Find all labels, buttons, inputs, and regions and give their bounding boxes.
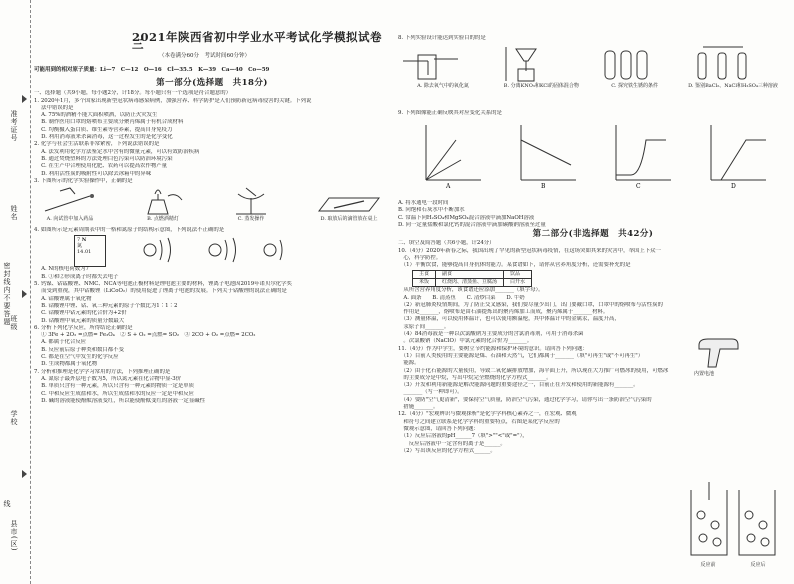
q12-line: 反应后溶液中一定含有的离子是______。 xyxy=(398,440,506,447)
q9-option: C. 常温下向H₂SO₄和MgSO₄混合溶液中滴加NaOH溶液 xyxy=(398,214,535,221)
q9-chart-label: C xyxy=(635,183,641,190)
q6-option: C. 都是在空气中发生的化学反应 xyxy=(34,354,119,361)
exam-title: 2021年陕西省初中学业水平考试化学模拟试卷三 xyxy=(132,30,383,52)
q11-line: （2）由于化石能源的大量使用，导致二氧化碳排放增加，海平面上升，所以现在大力推广可燃冰的使用，可燃冰 xyxy=(398,367,669,374)
q9-option: A. 将水通电一段时间 xyxy=(398,200,449,206)
q9-stem: 9. 下列图像能正确反映其对应变化关系的是 xyxy=(398,110,502,116)
q9-chart-b xyxy=(511,120,581,190)
q3-caption-b: B. 点燃酒精灯 xyxy=(147,216,179,223)
q8-caption-b: B. 分离KNO₃和KCl的固体混合物 xyxy=(503,83,579,89)
dropper-icon xyxy=(314,186,384,216)
atomic-mass: 14.01 xyxy=(77,249,92,256)
q3-figures xyxy=(40,186,384,226)
class-label: 班级 xyxy=(10,315,18,331)
name-label: 姓名 xyxy=(10,205,18,221)
food-table xyxy=(412,270,532,288)
q11-line: 措施_______。 xyxy=(398,404,439,411)
q9-chart-label: A xyxy=(445,183,450,190)
q6-line: 6. 分析下列化学反应，所得结论正确的是 xyxy=(34,324,133,331)
atom-structure-diagram xyxy=(130,235,290,265)
q5-option: D. 钴酸锂中氧元素的质量分数最大 xyxy=(34,317,125,324)
q8-figure-a xyxy=(398,45,488,107)
q4-stem: 4. 如图所示是元素周期表中的一格和氮原子的结构示意图，下列说法不正确的是 xyxy=(34,227,225,234)
q6-equations: ① 3Fe + 2O₂ =点燃= Fe₃O₄ ② S + O₂ =点燃= SO₂ ③ 2CO + O₂ =点燃= 2CO₂ xyxy=(34,332,256,339)
q11-line: （1）目前人类使用的主要能源是煤、石油和天然气，它们都属于_______（填"可再生"或"不可再生"） xyxy=(398,352,644,359)
q5-line: 5. 钙镍、钴锰酸锂、NMC、NCA等电池正极材料是锂电池主要的材料，锂离子电池因2019年诺贝尔化学奖 xyxy=(34,281,292,288)
reaction-beakers xyxy=(683,480,783,575)
q4-option: B. ①和②形成离子时都失去电子 xyxy=(34,273,119,280)
q3-figure-c xyxy=(226,186,276,226)
q2-line: 2. 化学与社会生活联系非常紧密，下列说法错误的是 xyxy=(34,141,160,148)
q8-figure-d xyxy=(683,45,783,107)
q3-caption-a: A. 向试管中加入药品 xyxy=(46,216,94,223)
food-cell: 米饭 xyxy=(413,278,436,286)
q5-line: 而受到重视，其中钴酸锂（LiCoO₂）的使用促进了锂离子电池的发展。下列关于钴酸锂的说法正确的是 xyxy=(34,288,287,295)
element-name: 氮 xyxy=(77,243,83,250)
exam-no-label: 准考证号 xyxy=(10,110,18,142)
q6-option: B. 反应前后原子种类和数目都不变 xyxy=(34,346,124,353)
q6-option: D. 生成物都属于氧化物 xyxy=(34,361,98,368)
beaker-captions xyxy=(683,562,783,569)
q8-figure-b xyxy=(496,45,586,107)
q3-caption-c: C. 蒸发操作 xyxy=(237,216,265,223)
food-header: 副食 xyxy=(436,270,504,278)
q9-option: D. 向一定量盐酸和氯化钙的混合溶液中滴加碳酸钠溶液至过量 xyxy=(398,221,546,228)
q10-line: 10.（4分）2020年新春之际，我国出现了罕见的新型冠状病毒疫情，在这场突如其来的灾害中，举国上下众一 xyxy=(398,247,661,254)
q11-line: _______（写一种即可）。 xyxy=(398,389,463,396)
q8-caption-c: C. 探究铁生锈的条件 xyxy=(611,83,659,89)
thermometer-figure xyxy=(694,335,754,380)
q10-line: 汞原子间_______。 xyxy=(398,323,450,330)
q7-line: 7. 分析和推理是化学学习常用的方法，下列推理正确的是 xyxy=(34,368,171,375)
q10-line: （4）84消毒液是一种以次氯酸钠为主要成分的含氯消毒剂，可用于消毒杀菌 xyxy=(398,331,584,338)
binding-margin xyxy=(0,0,31,584)
q9-chart-c xyxy=(606,120,676,190)
periodic-cell xyxy=(74,235,106,267)
q8-stem: 8. 下列实验设计能达到实验目的的是 xyxy=(398,35,486,41)
element-symbol: N xyxy=(81,237,87,244)
q11-line: （3）开发和利用新能源是解决能源问题的重要途径之一，目前正在开发和使用的新能源有_______。 xyxy=(398,382,639,389)
q9-chart-d xyxy=(701,120,771,190)
q1-option: C. 均衡摄入蛋白质、维生素等营养素，提高自身免疫力 xyxy=(34,126,173,133)
right-column xyxy=(398,0,788,584)
q3-figure-a xyxy=(40,186,100,226)
q3-caption-d: D. 取放后的滴管放在桌上 xyxy=(320,216,378,223)
food-cell: 白开水 xyxy=(504,278,532,286)
q10-line: 作用是_______，熔喷布是由石油提炼出的聚丙烯加工而成，聚丙烯属于_______材料。 xyxy=(398,309,609,316)
q5-option: C. 钴酸锂中钴元素的化合价为+2价 xyxy=(34,310,127,317)
seal-triangle-icon xyxy=(22,290,27,298)
q7-option: A. 氮原子最外层电子数为5，所以氮元素在化合物中显-3价 xyxy=(34,375,182,382)
q1-option: D. 利用消毒液来杀菌消毒，这一过程发生的是化学变化 xyxy=(34,134,173,141)
atomic-number: 7 xyxy=(77,237,81,244)
food-header: 主食 xyxy=(413,270,436,278)
q10-line: （1）平衡饮食，能够提高自身抗体的能力。某食谱如下，请你从营养角度分析，还需要补充的是 xyxy=(398,262,631,269)
q11-line: 11.（4分）作为中学生，要树立节约能源和保护环境的意识。请回答下列问题： xyxy=(398,345,588,352)
q2-option: B. 通过焚烧塑料的方法处理白色污染可以防治环境污染 xyxy=(34,155,173,162)
q10-line: 从所含营养角度分析，该食谱还应添加_______（填字母）。 xyxy=(398,287,544,294)
q4-option: A. N的核电荷数为7 xyxy=(34,266,89,273)
q10-line: A. 面条 B. 清蒸鱼 C. 清炒白菜 D. 牛奶 xyxy=(398,294,525,301)
q8-caption-a: A. 除去氧气中的氧化氮 xyxy=(417,83,469,89)
q10-line: （2）新冠肺炎疫情期间，为了防止交叉感染，我们要尽量少出门，出门要戴口罩，口罩中的熔喷布与活性炭的 xyxy=(398,301,663,308)
microscopic-reaction-diagram xyxy=(683,480,783,562)
section2-instructions: 二、填空及简答题（共6小题，计24分） xyxy=(398,240,495,247)
gas-bottle-icon xyxy=(398,45,468,83)
q7-option: B. 单质只含有一种元素，所以只含有一种元素的物质一定是单质 xyxy=(34,383,195,390)
q1-option: A. 75%的酒精不能大面积喷洒，以防止火灾发生 xyxy=(34,112,158,119)
q12-line: （1）反应后溶液的pH______7（填">""<"或"="）， xyxy=(398,433,528,440)
seal-triangle-icon xyxy=(22,95,27,103)
reagent-tubes-icon xyxy=(683,45,763,83)
q11-line: （4）要防"空气更清新"，要保持空气质量，防治空气污染，通过化学学习，请你写出一条防治空气污染的 xyxy=(398,396,652,403)
q1-option: B. 制作医用口罩的熔喷布主要成分聚丙烯属于有机合成材料 xyxy=(34,119,184,126)
evaporating-dish-icon xyxy=(226,186,276,216)
q12-line: 微观示意图，请回答下列问题： xyxy=(398,425,479,432)
left-column xyxy=(34,0,390,584)
q2-option: C. 在生产中合理使用化肥、农药可以提高农作物产量 xyxy=(34,163,168,170)
q10-line: 心，科学防控。 xyxy=(398,255,442,262)
beaker-caption-after: 反应后 xyxy=(750,562,766,568)
food-header: 饮品 xyxy=(504,270,532,278)
q9-chart-label: D xyxy=(730,183,736,190)
q2-option: A. 法发利用化学方法鉴定水中含有的微量元素，可以有效防治疾病 xyxy=(34,148,200,155)
beaker-caption-before: 反应前 xyxy=(700,562,716,568)
q9-chart-a xyxy=(416,120,486,190)
thermometer-caption: 内置电池 xyxy=(694,371,715,377)
no-answer-note: 密封线内不要答题 xyxy=(3,262,11,326)
q7-option: D. 碱的溶液能使酚酞溶液变红，所以能使酚酞变红的溶液一定显碱性 xyxy=(34,397,205,404)
q11-line: 能源。 xyxy=(398,360,420,367)
q7-option: C. 中和反应生成盐和水，所以生成盐和水的反应一定是中和反应 xyxy=(34,390,195,397)
q1-line: 1. 2020年1月，多个国家出现新型冠状病毒感染病例，加强营养、科学防护是人们预防新冠病毒侵害的关键。下列说 xyxy=(34,97,312,104)
q9-option: B. 向饱和石灰水中不断加水 xyxy=(398,207,465,214)
q12-line: 和符号之间建立联系是化学学科的重要特点，右图是某化学反应的 xyxy=(398,418,560,425)
q3-figure-d xyxy=(314,186,384,226)
seal-line-mark: 线 xyxy=(3,500,11,508)
q2-option: D. 利用活性炭的吸附性可以除去冰箱中的异味 xyxy=(34,170,152,177)
q4-figures xyxy=(74,235,390,265)
q12-line: （2）写出该反应的化学方程式______。 xyxy=(398,447,496,454)
seal-triangle-icon xyxy=(22,470,27,478)
q10-line: （3）测量体温，可以使用体温计，也可以使用额温枪，其中体温计中的金属汞，温度升高， xyxy=(398,316,620,323)
q3-stem: 3. 下图所示的化学实验操作中，正确的是 xyxy=(34,177,133,184)
forehead-thermometer-icon xyxy=(694,335,744,371)
exam-subtitle: （本卷满分60分 考试时间60分钟） xyxy=(159,53,250,59)
q8-caption-d: D. 鉴别BaCl₂、NaCl和H₂SO₄三种溶液 xyxy=(688,83,778,89)
q10-line: 。次氯酸钠（NaClO）中氯元素的化合价为_______。 xyxy=(398,338,533,345)
filter-funnel-icon xyxy=(496,45,556,83)
q3-figure-b xyxy=(138,186,188,226)
q11-line: 的主要成分是甲烷，写出甲烷完全燃烧的化学方程式_______。 xyxy=(398,374,552,381)
county-label: 县市(区) xyxy=(10,520,18,552)
q5-option: B. 钴酸锂中锂、钴、氧三种元素的原子个数比为1∶1∶2 xyxy=(34,302,178,309)
q6-option: A. 都属于化合反应 xyxy=(34,339,87,346)
part1-heading: 第一部分(选择题 共18分) xyxy=(156,78,268,88)
q1-line: 法中错误的是 xyxy=(34,104,74,111)
q9-chart-label: B xyxy=(540,183,545,190)
alcohol-lamp-icon xyxy=(138,186,188,216)
q8-figure-c xyxy=(595,45,675,107)
section1-instructions: 一、选择题（共9小题，每小题2分，计18分。每小题只有一个选项是符合题意的） xyxy=(34,90,232,97)
part2-heading: 第二部分(非选择题 共42分) xyxy=(532,229,654,240)
iron-nail-tubes-icon xyxy=(595,45,655,83)
test-tube-icon xyxy=(40,186,100,216)
q12-line: 12.（4分）"宏观辨识与微观探析"是化学学科核心素养之一，在宏观、微观 xyxy=(398,411,577,418)
q8-figures xyxy=(398,45,783,107)
food-cell: 红烧肉、清蒸鱼、豆腐汤 xyxy=(436,278,504,286)
q9-charts xyxy=(403,120,783,195)
atomic-mass-line: 可能用到的相对原子质量：Li—7 C—12 O—16 Cl—35.5 K—39 Ca—40 Co—59 xyxy=(34,67,270,73)
school-label: 学校 xyxy=(10,410,18,426)
q5-option: A. 钴酸锂属于氧化物 xyxy=(34,295,92,302)
